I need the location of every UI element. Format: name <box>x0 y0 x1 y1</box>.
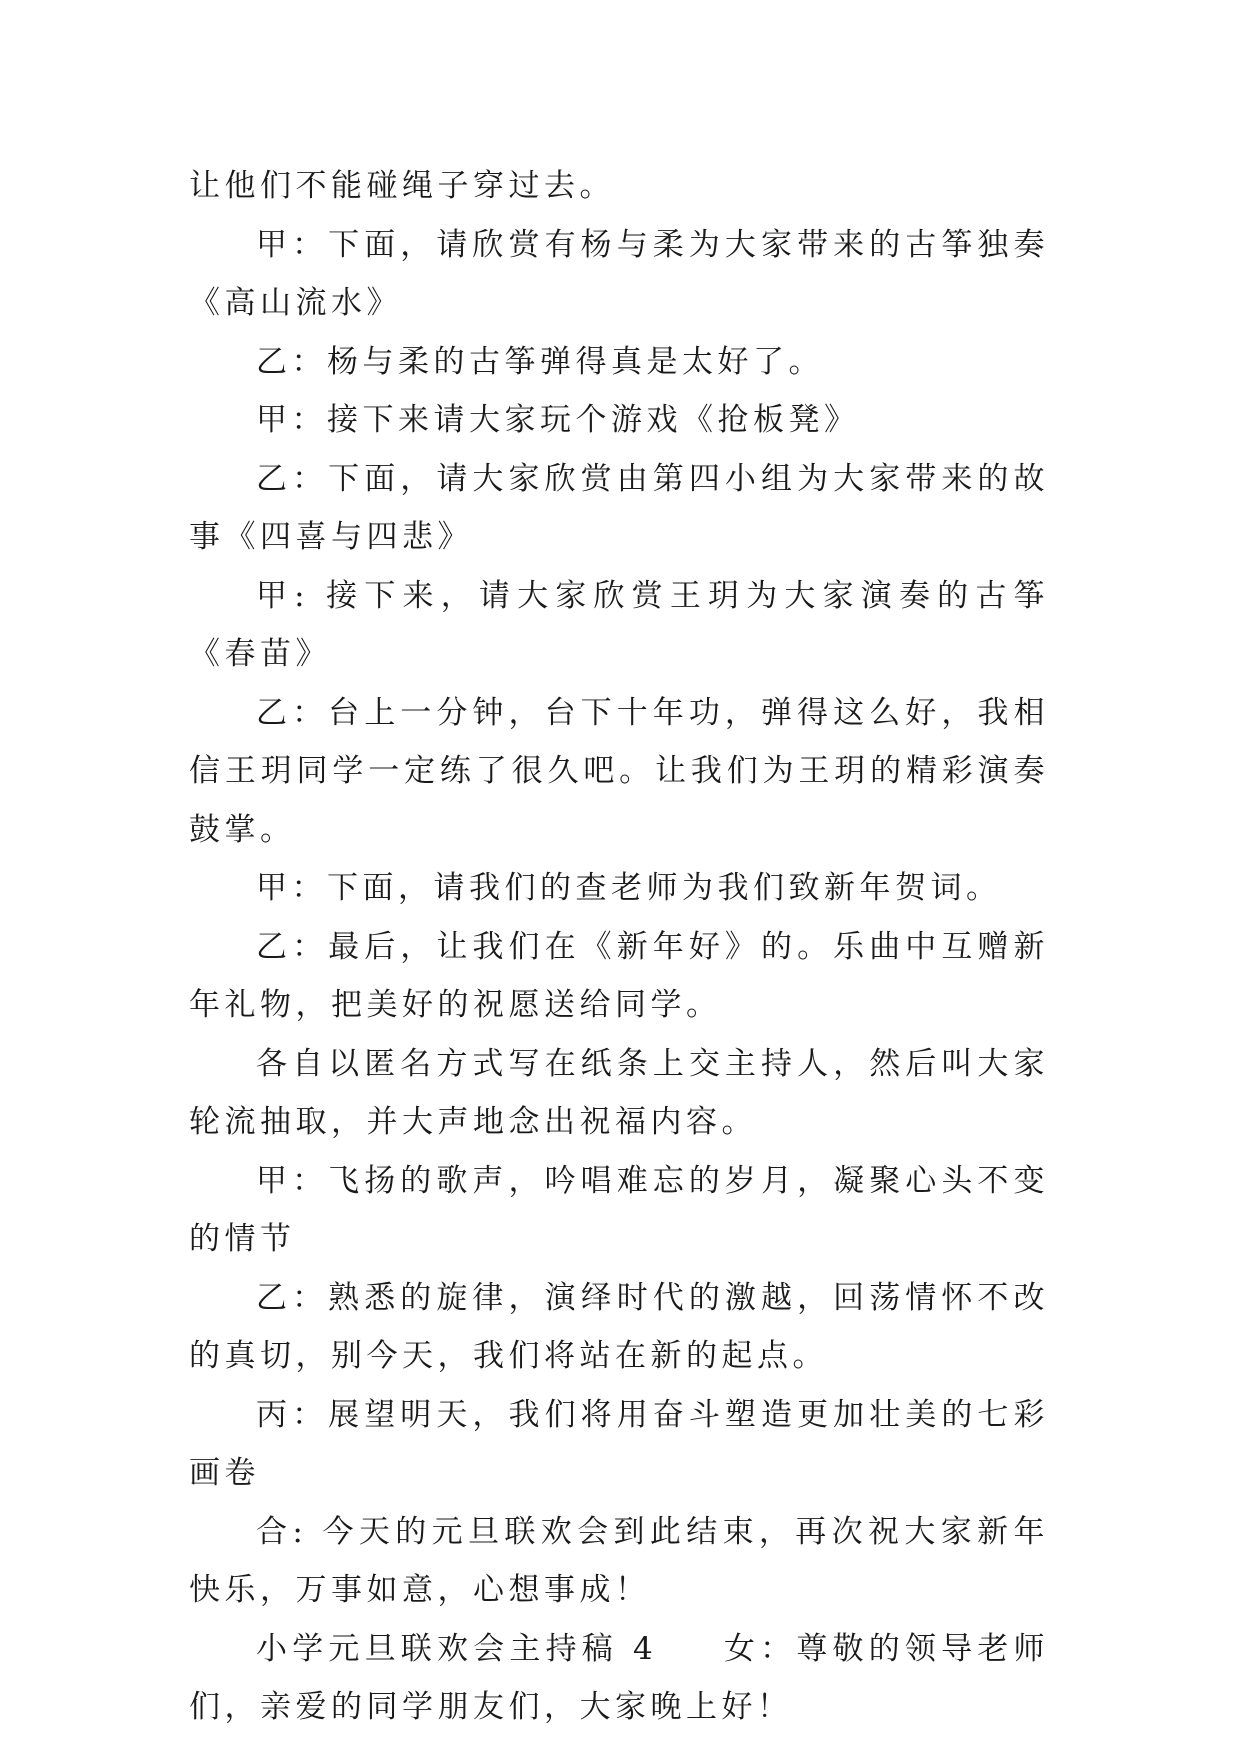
paragraph-3: 乙：杨与柔的古筝弹得真是太好了。 <box>256 343 824 380</box>
paragraph-10: 各自以匿名方式写在纸条上交主持人，然后叫大家轮流抽取，并大声地念出祝福内容。 <box>189 1045 1049 1140</box>
paragraph-4: 甲：接下来请大家玩个游戏《抢板凳》 <box>256 402 860 438</box>
section-title: 小学元旦联欢会主持稿 4 <box>256 1630 658 1667</box>
paragraph-12: 乙：熟悉的旋律，演绎时代的激越，回荡情怀不改的真切，别今天，我们将站在新的起点。 <box>189 1279 1049 1374</box>
paragraph-6: 甲: 接下来，请大家欣赏王玥为大家演奏的古筝《春苗》 <box>189 577 1049 672</box>
paragraph-15 <box>189 1620 1049 1737</box>
paragraph-7: 乙：台上一分钟，台下十年功，弹得这么好，我相信王玥同学一定练了很久吧。让我们为王玥的精彩演奏鼓掌。 <box>189 694 1049 848</box>
section-opening-line: 女：尊敬的领导老师们，亲爱的同学朋友们，大家晚上好！ <box>189 1630 1049 1725</box>
paragraph-2: 甲：下面，请欣赏有杨与柔为大家带来的古筝独奏《高山流水》 <box>189 226 1049 321</box>
paragraph-13: 丙：展望明天，我们将用奋斗塑造更加壮美的七彩画卷 <box>189 1396 1049 1491</box>
paragraph-14: 合: 今天的元旦联欢会到此结束，再次祝大家新年快乐，万事如意，心想事成！ <box>189 1513 1049 1608</box>
paragraph-9: 乙：最后，让我们在《新年好》的。乐曲中互赠新年礼物，把美好的祝愿送给同学。 <box>189 928 1049 1023</box>
paragraph-1: 让他们不能碰绳子穿过去。 <box>189 168 615 204</box>
document-body <box>189 157 1049 1737</box>
paragraph-8: 甲：下面，请我们的查老师为我们致新年贺词。 <box>256 870 1002 906</box>
paragraph-5: 乙：下面，请大家欣赏由第四小组为大家带来的故事《四喜与四悲》 <box>189 460 1049 555</box>
paragraph-11: 甲：飞扬的歌声，吟唱难忘的岁月，凝聚心头不变的情节 <box>189 1162 1049 1257</box>
